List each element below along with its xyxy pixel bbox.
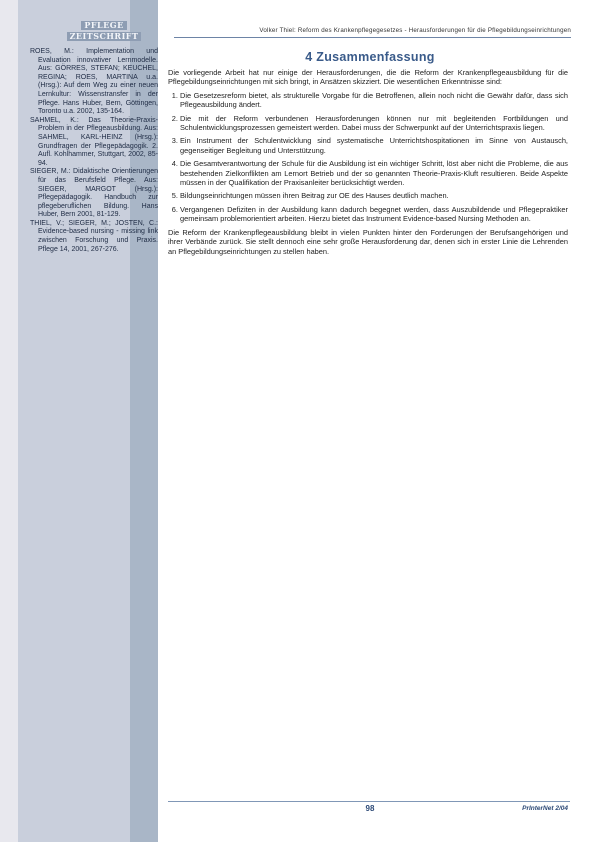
logo-line-1: PFLEGE — [81, 21, 126, 30]
journal-logo — [69, 20, 139, 42]
running-header: Volker Thiel: Reform des Krankenpflegegesetzes - Herausforderungen für die Pflegebildungseinrichtungen — [174, 27, 571, 38]
list-item: 6. Vergangenen Defiziten in der Ausbildung kann dadurch begegnet werden, dass Auszubildende und Pflegepraktiker gemeinsam problemorientiert arbeiten. Hierzu bietet das Instrument Evidence-based Nursing Methoden an. — [180, 205, 568, 224]
reference-item: SAHMEL, K.: Das Theorie-Praxis-Problem in der Pflegeausbildung. Aus: SAHMEL, KARL-HEINZ (Hrsg.): Grundfragen der Pflegepädagogik. 2. Aufl. Kohlhammer, Stuttgart, 2002, 85-94. — [30, 116, 158, 167]
reference-item: THIEL, V.; SIEGER, M.; JOSTEN, C.: Evidence-based nursing - missing link zwischen Forschung und Praxis. Pflege 14, 2001, 267-276. — [30, 219, 158, 253]
findings-list — [168, 91, 568, 224]
list-item: 4. Die Gesamtverantwortung der Schule für die Ausbildung ist ein wichtiger Schritt, löst aber nicht die Probleme, die aus bestehenden Zielkonflikten am Lernort Betrieb und der so genannten Theorie-Praxis-Kluft resultieren. Beide Aspekte müssen in der Qualifikation der Praxisanleiter berücksichtigt werden. — [180, 159, 568, 187]
list-item: 2. Die mit der Reform verbundenen Herausforderungen können nur mit begleitenden Fortbildungen und Schulentwicklungsprozessen gemeistert werden. Dabei muss der Schwerpunkt auf der Unterrichtspraxis liegen. — [180, 114, 568, 133]
reference-item: SIEGER, M.: Didaktische Orientierungen für das Berufsfeld Pflege. Aus: SIEGER, MARGOT (Hrsg.): Pflegepädagogik. Handbuch zur pflegeberuflichen Bildung. Hans Huber, Bern 2001, 81-129. — [30, 168, 158, 219]
journal-name: PrInterNet 2/04 — [522, 805, 568, 812]
list-item: 5. Bildungseinrichtungen müssen ihren Beitrag zur OE des Hauses deutlich machen. — [180, 191, 568, 200]
main-text — [168, 68, 568, 260]
conclusion-paragraph: Die Reform der Krankenpflegeausbildung bleibt in vielen Punkten hinter den Forderungen der Berufsangehörigen und ihrer Verbände zurück. Sie stellt dennoch eine sehr große Herausforderung dar, denen sich in erster Linie die Lehrenden an Pflegebildungseinrichtungen zu stellen haben. — [168, 227, 568, 256]
footer-rule — [168, 801, 570, 802]
list-item: 1. Die Gesetzesreform bietet, als strukturelle Vorgabe für die Betroffenen, allein noch nicht die Gewähr dafür, dass sich Pflegeausbildung ändert. — [180, 91, 568, 110]
margin-strip-light — [0, 0, 18, 842]
intro-paragraph: Die vorliegende Arbeit hat nur einige der Herausforderungen, die die Reform der Krankenpflegeausbildung für die Pflegebildungseinrichtungen mit sich bringt, in Ansätzen skizziert. Die wesentlichen Erkenntnisse sind: — [168, 68, 568, 87]
logo-line-2: ZEITSCHRIFT — [67, 32, 142, 41]
reference-list — [30, 48, 158, 254]
page-number: 98 — [365, 804, 375, 813]
reference-item: ROES, M.: Implementation und Evaluation innovativer Lernmodelle. Aus: GÖRRES, STEFAN; KEUCHEL, REGINA; ROES, MARTINA u.a. (Hrsg.): Auf dem Weg zu einer neuen Lernkultur: Wissenstransfer in der Pflege. Hans Huber, Bern, Göttingen, Toronto u.a. 2002, 135-164. — [30, 48, 158, 116]
section-title: 4 Zusammenfassung — [305, 50, 435, 64]
list-item: 3. Ein Instrument der Schulentwicklung sind systematische Unterrichtshospitationen im Sinne von Austausch, gegenseitiger Begleitung und Unterstützung. — [180, 136, 568, 155]
